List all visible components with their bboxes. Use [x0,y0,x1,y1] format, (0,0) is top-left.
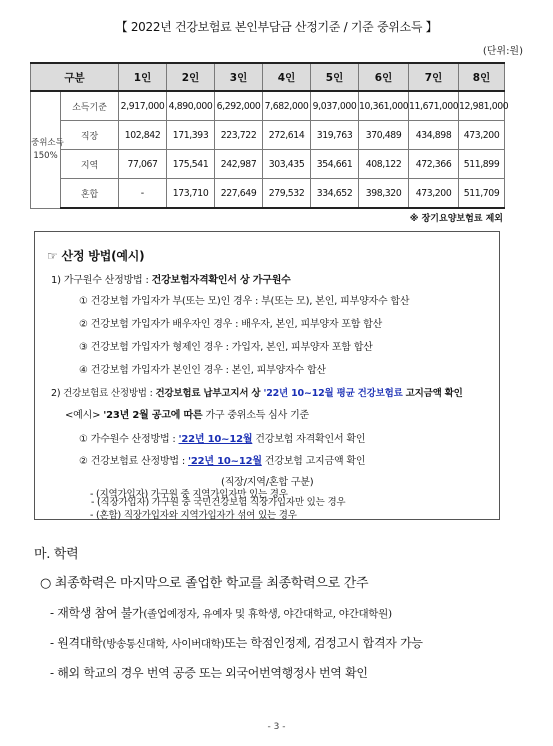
table-cell: 334,652 [311,179,359,209]
item2-prefix: 2) 건강보험료 산정방법 : [51,388,156,399]
row-label: 혼합 [61,179,119,209]
header-5p: 5인 [311,63,359,91]
header-2p: 2인 [167,63,215,91]
item2-blue: '22년 10~12월 평균 건강보험료 [263,388,403,399]
sub2-main1: - 원격대학 [50,636,103,650]
table-cell: 7,682,000 [263,91,311,121]
table-cell: 408,122 [359,150,409,179]
income-table [30,62,509,209]
group-label [31,91,64,208]
table-header-row [31,63,505,91]
item2-line [51,385,463,399]
sub1-main: - 재학생 참여 불가 [50,606,144,620]
row-label: 지역 [61,150,119,179]
header-category: 구분 [31,63,119,91]
section-sub-2 [50,634,423,651]
header-8p: 8인 [459,63,505,91]
table-cell: 175,541 [167,150,215,179]
ex2-tail: 건강보험 고지금액 확인 [261,456,366,467]
table-cell: 303,435 [263,150,311,179]
table-cell: 354,661 [311,150,359,179]
table-cell: 77,067 [119,150,167,179]
pointing-hand-icon: ☞ [47,249,58,263]
footnote: ※ 장기요양보험료 제외 [409,214,503,224]
table-cell: 2,917,000 [119,91,167,121]
header-7p: 7인 [409,63,459,91]
example-tail: 가구 중위소득 심사 기준 [202,410,309,421]
dash-item-1: - (직장가입자) 가구원 중 국민건강보험 직장가입자만 있는 경우 [91,497,346,508]
table-cell: 319,763 [311,121,359,150]
dash-item-2: - (지역가입자) 가구원 중 지역가입자만 있는 경우 [90,489,288,500]
table-cell: 11,671,000 [409,91,459,121]
group-label-line2: 150% [33,150,58,161]
table-cell: 511,709 [459,179,505,209]
ex1-tail: 건강보험 자격확인서 확인 [252,434,366,445]
section-title: 마. 학력 [34,547,79,562]
table-cell: 398,320 [359,179,409,209]
table-row [31,121,505,150]
header-3p: 3인 [215,63,263,91]
table-cell: 279,532 [263,179,311,209]
table-cell: 10,361,000 [359,91,409,121]
item2-tail: 고지금액 확인 [402,388,463,399]
header-4p: 4인 [263,63,311,91]
table-cell: 6,292,000 [215,91,263,121]
item1-sub-4: ④ 건강보험 가입자가 본인인 경우 : 본인, 피부양자수 합산 [79,365,326,376]
dash-item-3: - (혼합) 직장가입자와 지역가입자가 섞여 있는 경우 [90,510,297,521]
example-2-line [79,452,365,467]
row-label: 직장 [61,121,119,150]
header-6p: 6인 [359,63,409,91]
table-cell: 434,898 [409,121,459,150]
item1-sub-3: ③ 건강보험 가입자가 형제인 경우 : 가입자, 본인, 피부양자 포함 합산 [79,342,373,353]
ex1-blue: '22년 10~12월 [178,434,253,445]
table-cell: 102,842 [119,121,167,150]
ex2-prefix: ② 건강보험료 산정방법 : [79,456,188,467]
example-1-line [79,430,365,445]
table-cell: - [119,179,167,209]
row-label: 소득기준 [61,91,119,121]
page-number: - 3 - [267,722,286,732]
sub1-small: (졸업예정자, 유예자 및 휴학생, 야간대학교, 야간대학원) [143,608,392,620]
section-sub-3: - 해외 학교의 경우 번역 공증 또는 외국어번역행정사 번역 확인 [50,666,368,680]
table-cell: 511,899 [459,150,505,179]
table-cell: 473,200 [409,179,459,209]
table-cell: 242,987 [215,150,263,179]
box-heading-text: 산정 방법(예시) [61,249,145,263]
table-row [31,150,505,179]
ex2-blue: '22년 10~12월 [188,456,262,467]
table-cell: 173,710 [167,179,215,209]
table-cell: 472,366 [409,150,459,179]
calculation-method-box [34,231,500,520]
table-cell: 9,037,000 [311,91,359,121]
ex1-prefix: ① 가수원수 산정방법 : [79,434,179,445]
table-cell: 4,890,000 [167,91,215,121]
example-2-note: (직장/지역/혼합 구분) [221,477,314,488]
unit-label: (단위:원) [482,46,523,57]
header-1p: 1인 [119,63,167,91]
group-label-line1: 중위소득 [31,137,64,148]
table-cell: 12,981,000 [459,91,505,121]
box-heading [47,247,144,264]
table-row [31,179,505,209]
section-sub-1 [50,604,392,621]
table-cell: 272,614 [263,121,311,150]
item1-bold: 건강보험자격확인서 상 가구원수 [151,275,291,286]
document-title: 【 2022년 건강보험료 본인부담금 산정기준 / 기준 중위소득 】 [115,20,438,34]
table-cell: 473,200 [459,121,505,150]
example-prefix: <예시> [65,410,104,421]
table-cell: 223,722 [215,121,263,150]
table-cell: 370,489 [359,121,409,150]
example-line [65,406,309,421]
item1-line [51,271,291,286]
item1-sub-1: ① 건강보험 가입자가 부(또는 모)인 경우 : 부(또는 모), 본인, 피부양자수 합산 [79,296,410,307]
item1-prefix: 1) 가구원수 산정방법 : [51,275,152,286]
sub2-small: (방송통신대학, 사이버대학) [102,638,225,650]
section-bullet: ○ 최종학력은 마지막으로 졸업한 학교를 최종학력으로 간주 [40,576,369,591]
table-row [31,91,505,121]
sub2-main2: 또는 학점인정제, 검정고시 합격자 가능 [224,636,423,650]
item1-sub-2: ② 건강보험 가입자가 배우자인 경우 : 배우자, 본인, 피부양자 포함 합산 [79,319,383,330]
table-cell: 171,393 [167,121,215,150]
item2-bold: 건강보험료 납부고지서 상 [155,388,264,399]
example-bold: '23년 2월 공고에 따른 [103,410,203,421]
table-cell: 227,649 [215,179,263,209]
